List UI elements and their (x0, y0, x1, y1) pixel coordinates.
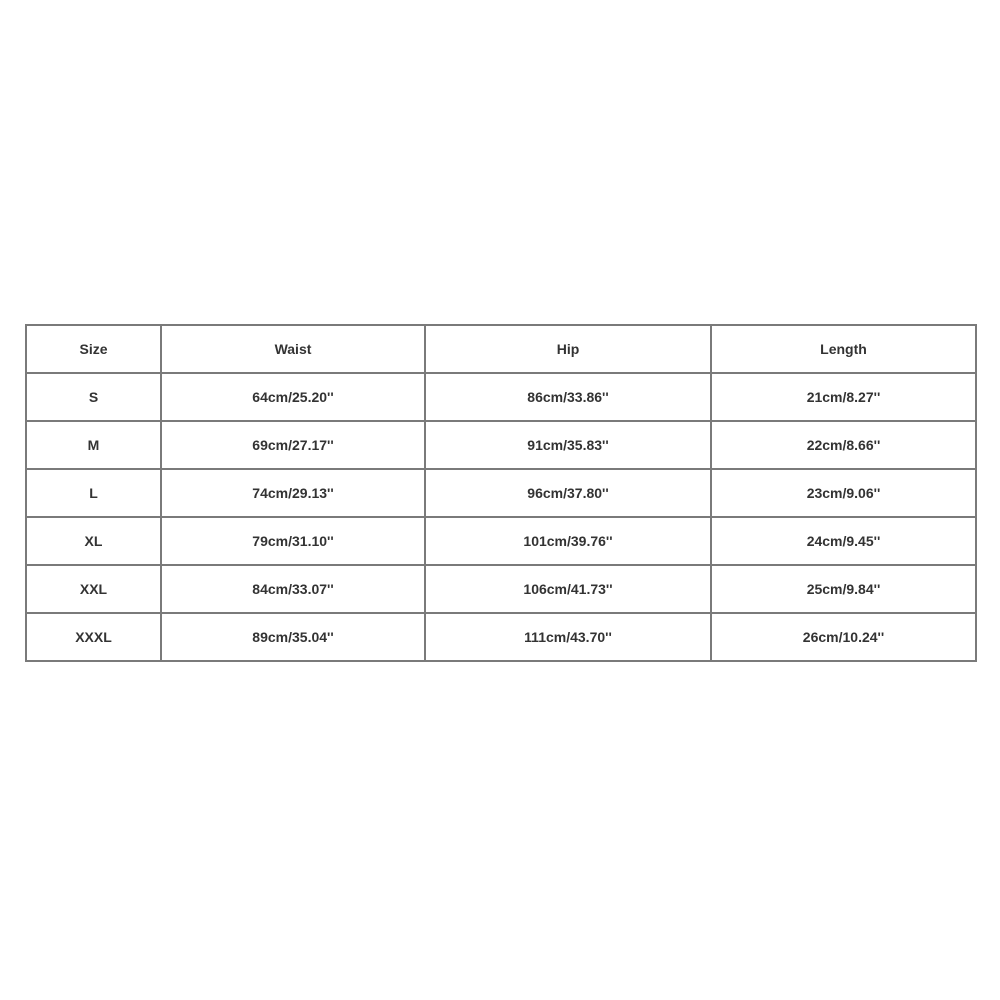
cell-length: 21cm/8.27'' (711, 373, 976, 421)
header-waist: Waist (161, 325, 425, 373)
table-row (26, 565, 976, 613)
table-row (26, 421, 976, 469)
cell-length: 26cm/10.24'' (711, 613, 976, 661)
table-row (26, 517, 976, 565)
header-row (26, 325, 976, 373)
cell-hip: 111cm/43.70'' (425, 613, 711, 661)
cell-size: XXXL (26, 613, 161, 661)
cell-size: L (26, 469, 161, 517)
cell-waist: 64cm/25.20'' (161, 373, 425, 421)
table-row (26, 469, 976, 517)
header-size: Size (26, 325, 161, 373)
cell-hip: 101cm/39.76'' (425, 517, 711, 565)
cell-hip: 96cm/37.80'' (425, 469, 711, 517)
cell-waist: 69cm/27.17'' (161, 421, 425, 469)
header-hip: Hip (425, 325, 711, 373)
size-chart-table (25, 324, 977, 662)
cell-hip: 86cm/33.86'' (425, 373, 711, 421)
cell-size: XXL (26, 565, 161, 613)
cell-length: 25cm/9.84'' (711, 565, 976, 613)
table-row (26, 373, 976, 421)
cell-size: M (26, 421, 161, 469)
cell-waist: 89cm/35.04'' (161, 613, 425, 661)
cell-size: XL (26, 517, 161, 565)
cell-waist: 84cm/33.07'' (161, 565, 425, 613)
cell-hip: 91cm/35.83'' (425, 421, 711, 469)
cell-length: 24cm/9.45'' (711, 517, 976, 565)
cell-length: 23cm/9.06'' (711, 469, 976, 517)
cell-waist: 74cm/29.13'' (161, 469, 425, 517)
cell-size: S (26, 373, 161, 421)
header-length: Length (711, 325, 976, 373)
cell-waist: 79cm/31.10'' (161, 517, 425, 565)
cell-length: 22cm/8.66'' (711, 421, 976, 469)
table-row (26, 613, 976, 661)
cell-hip: 106cm/41.73'' (425, 565, 711, 613)
